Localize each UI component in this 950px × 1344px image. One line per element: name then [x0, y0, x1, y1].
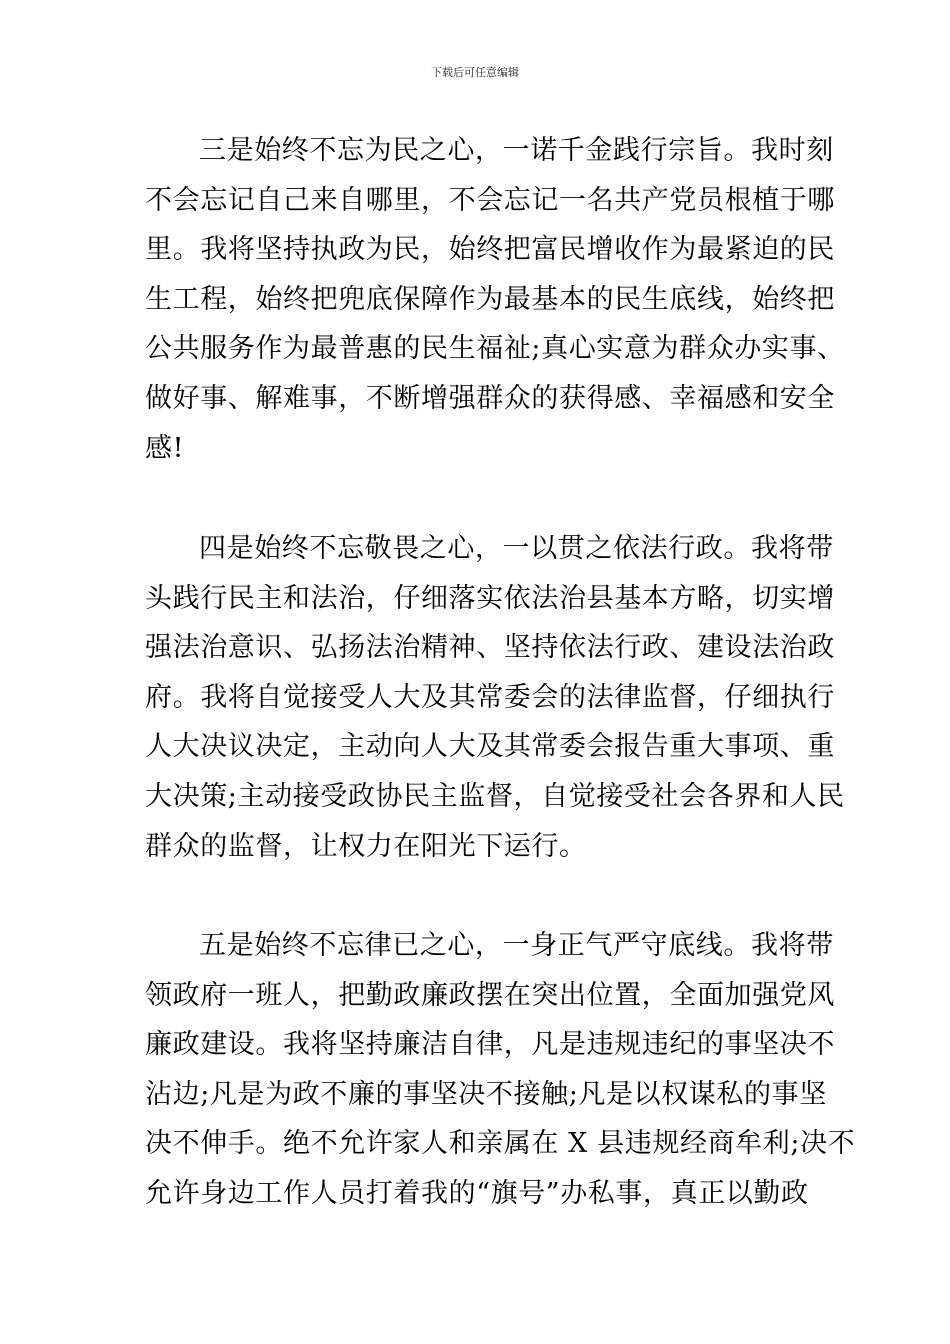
paragraph-line: 强法治意识、弘扬法治精神、坚持依法行政、建设法治政	[145, 632, 835, 664]
paragraph-five	[145, 921, 856, 1219]
paragraph-line: 公共服务作为最普惠的民生福祉;真心实意为群众办实事、	[145, 333, 845, 365]
paragraph-line: 廉政建设。我将坚持廉洁自律，凡是违规违纪的事坚决不	[145, 1029, 835, 1061]
paragraph-line: 允许身边工作人员打着我的“旗号”办私事，真正以勤政	[145, 1177, 809, 1209]
paragraph-line: 人大决议决定，主动向人大及其常委会报告重大事项、重	[145, 731, 835, 763]
paragraph-four	[145, 524, 845, 871]
paragraph-line: 生工程，始终把兜底保障作为最基本的民生底线，始终把	[145, 283, 835, 315]
paragraph-line: 决不伸手。绝不允许家人和亲属在 X 县违规经商牟利;决不	[145, 1128, 856, 1160]
paragraph-line: 做好事、解难事，不断增强群众的获得感、幸福感和安全	[145, 382, 835, 414]
paragraph-line: 大决策;主动接受政协民主监督，自觉接受社会各界和人民	[145, 780, 845, 812]
paragraph-line: 府。我将自觉接受人大及其常委会的法律监督，仔细执行	[145, 681, 835, 713]
paragraph-line: 群众的监督，让权力在阳光下运行。	[145, 830, 587, 862]
paragraph-three	[145, 126, 845, 473]
paragraph-line: 不会忘记自己来自哪里，不会忘记一名共产党员根植于哪	[145, 184, 835, 216]
paragraph-line: 四是始终不忘敬畏之心，一以贯之依法行政。我将带	[199, 533, 834, 564]
page-header-note: 下载后可任意编辑	[431, 66, 519, 79]
paragraph-line: 感!	[145, 432, 185, 464]
paragraph-line: 五是始终不忘律已之心，一身正气严守底线。我将带	[199, 930, 834, 961]
paragraph-line: 头践行民主和法治，仔细落实依法治县基本方略，切实增	[145, 582, 835, 614]
paragraph-line: 沾边;凡是为政不廉的事坚决不接触;凡是以权谋私的事坚	[145, 1078, 827, 1110]
paragraph-line: 领政府一班人，把勤政廉政摆在突出位置，全面加强党风	[145, 979, 835, 1011]
paragraph-line: 三是始终不忘为民之心，一诺千金践行宗旨。我时刻	[199, 135, 834, 166]
paragraph-line: 里。我将坚持执政为民，始终把富民增收作为最紧迫的民	[145, 234, 835, 266]
